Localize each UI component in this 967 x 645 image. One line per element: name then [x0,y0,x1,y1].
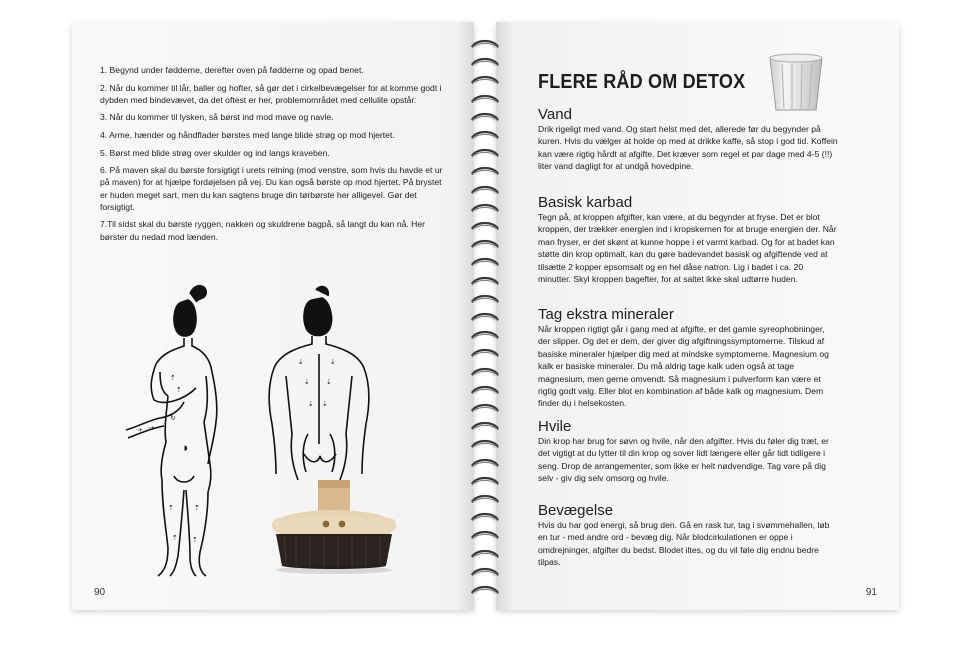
step-item: 1. Begynd under fødderne, derefter oven på fødderne og opad benet. [100,65,364,75]
svg-text:⇢: ⇢ [136,426,142,434]
spiral-ring [466,111,504,125]
spiral-ring [466,56,504,70]
step-item: 5. Børst med blide strøg over skulder og ind langs kraveben. [100,147,330,158]
section-heading: Basisk karbad [538,194,633,211]
section-basisk-karbad [538,194,838,285]
section-heading: Hvile [538,418,572,435]
svg-text:⇣: ⇣ [298,358,304,366]
svg-text:⇡: ⇡ [194,504,200,512]
svg-text:⇡: ⇡ [168,504,174,512]
spiral-ring [466,256,504,270]
spiral-ring [466,438,504,452]
spiral-ring [466,74,504,88]
dry-brush-illustration [270,478,400,576]
spiral-binding [466,38,504,608]
spiral-ring [466,238,504,252]
section-body: Tegn på, at kroppen afgifter, kan være, at du begynder at fryse. Det er blot kroppen, der trækker energien ind i kropskernen for at bruge energien der. Når man fryser, er det skønt at kunne hoppe i et varmt karbad. Og for at badet kan støtte din krop optimalt, kan du gøre badevandet basisk og afgiftende ved at tilsætte 2 kopper epsomsalt og en hel dåse natron. Lig i badet i ca. 20 minutter. Skyl kroppen bagefter, for at saltet ikke skal udtørre huden. [538,212,837,285]
svg-text:⇣: ⇣ [330,358,336,366]
spiral-ring [466,311,504,325]
spiral-ring [466,566,504,580]
page-title: FLERE RÅD OM DETOX [538,70,746,93]
page-number: 91 [865,587,877,598]
right-page [496,22,899,610]
spiral-ring [466,384,504,398]
spiral-ring [466,493,504,507]
svg-text:⇣: ⇣ [322,400,328,408]
spiral-ring [466,184,504,198]
spiral-ring [466,293,504,307]
section-body: Hvis du har god energi, så brug den. Gå en rask tur, tag i svømmehallen, løb en tur - med andre ord - bevæg dig. Når blodcirkulationen er oppe i omdrejninger, afgifter du bedst. Blodet iltes, og du vil føle dig endnu bedre tilpas. [538,520,830,568]
spiral-ring [466,511,504,525]
svg-text:⇡: ⇡ [172,534,178,542]
brushing-steps-list [100,64,445,248]
section-body: Din krop har brug for søvn og hvile, når den afgifter. Hvis du føler dig træt, er det vigtigt at du lytter til din krop og sover lidt længere eller går lidt tidligere i seng. Drop de arrangementer, som ikke er helt nødvendige. Tag vare på dig selv - giv dig selv omsorg og hvile. [538,436,829,484]
svg-text:⇡: ⇡ [170,374,176,382]
svg-text:↻: ↻ [170,414,176,422]
spiral-ring [466,129,504,143]
svg-text:⇣: ⇣ [304,378,310,386]
spiral-ring [466,347,504,361]
svg-text:⇡: ⇡ [176,386,182,394]
spiral-ring [466,147,504,161]
step-item: 3. Når du kommer til lysken, så børst ind mod mave og navle. [100,112,334,123]
step-item: 6. På maven skal du børste forsigtigt i urets retning (mod venstre, som hvis du havde et ur på maven) for at hjælpe fordøjelsen på vej. Du kan også børste op mod hjertet. På brystet er huden meget sart, men du kan sagtens bruge din tørbørste her alligevel. Gør det forsigtigt. [100,165,443,212]
spiral-ring [466,584,504,598]
spiral-ring [466,220,504,234]
svg-text:◗: ◗ [184,444,188,452]
section-mineraler [538,306,838,410]
spiral-ring [466,402,504,416]
page-number: 90 [94,587,106,598]
section-bevaegelse [538,502,838,569]
left-page [72,22,474,610]
svg-text:⇢: ⇢ [148,424,154,432]
step-item: 4. Arme, hænder og håndflader børstes med lange blide strøg op mod hjertet. [100,129,395,140]
svg-text:⇣: ⇣ [308,400,314,408]
section-body: Drik rigeligt med vand. Og start helst med det, allerede før du begynder på kuren. Hvis du vælger at holde op med at drikke kaffe, så stop i god tid. Koffein kan være rigtig hårdt at afgifte. Det kræver som regel et par dage med 4-5 (!!) liter vand dagligt for at undgå hovedpine. [538,124,838,172]
glass-icon [766,52,826,114]
svg-text:⇡: ⇡ [192,536,198,544]
step-item: 2. Når du kommer til lår, baller og hofter, så gør det i cirkelbevægelser for at komme godt i dybden med bindevævet, da det oftest er her, problemområdet med cellulite opstår. [100,82,442,105]
body-front-illustration [124,280,244,580]
section-vand [538,106,838,173]
section-heading: Bevægelse [538,502,614,519]
spiral-ring [466,38,504,52]
svg-text:⇣: ⇣ [326,378,332,386]
section-body: Når kroppen rigtigt går i gang med at afgifte, er det gamle syreophobninger, der slipper. Og det er dem, der giver dig afgiftningssymptomerne. Tilskud af basiske mineraler hjælper dig med at mindske symptomerne. Magnesium og kalk er basiske mineraler. Du må aldrig tage kalk uden også at tage magnesium, men gerne omvendt. Så magnesium i pulverform kan være et rigtig godt valg. Eller blot en kombination af både kalk og magnesium. Dem finder du i helsekosten. [538,324,829,409]
spiral-ring [466,457,504,471]
spiral-ring [466,93,504,107]
spiral-ring [466,202,504,216]
spiral-ring [466,165,504,179]
spiral-ring [466,329,504,343]
section-heading: Vand [538,106,572,123]
spiral-ring [466,366,504,380]
body-back-illustration [264,284,376,484]
spiral-ring [466,529,504,543]
section-heading: Tag ekstra mineraler [538,306,674,323]
section-hvile [538,418,838,485]
spiral-ring [466,548,504,562]
spiral-ring [466,475,504,489]
spiral-ring [466,275,504,289]
step-item: 7.Til sidst skal du børste ryggen, nakken og skuldrene bagpå, så langt du kan nå. Her børster du nedad mod lænden. [100,219,425,242]
spiral-ring [466,420,504,434]
